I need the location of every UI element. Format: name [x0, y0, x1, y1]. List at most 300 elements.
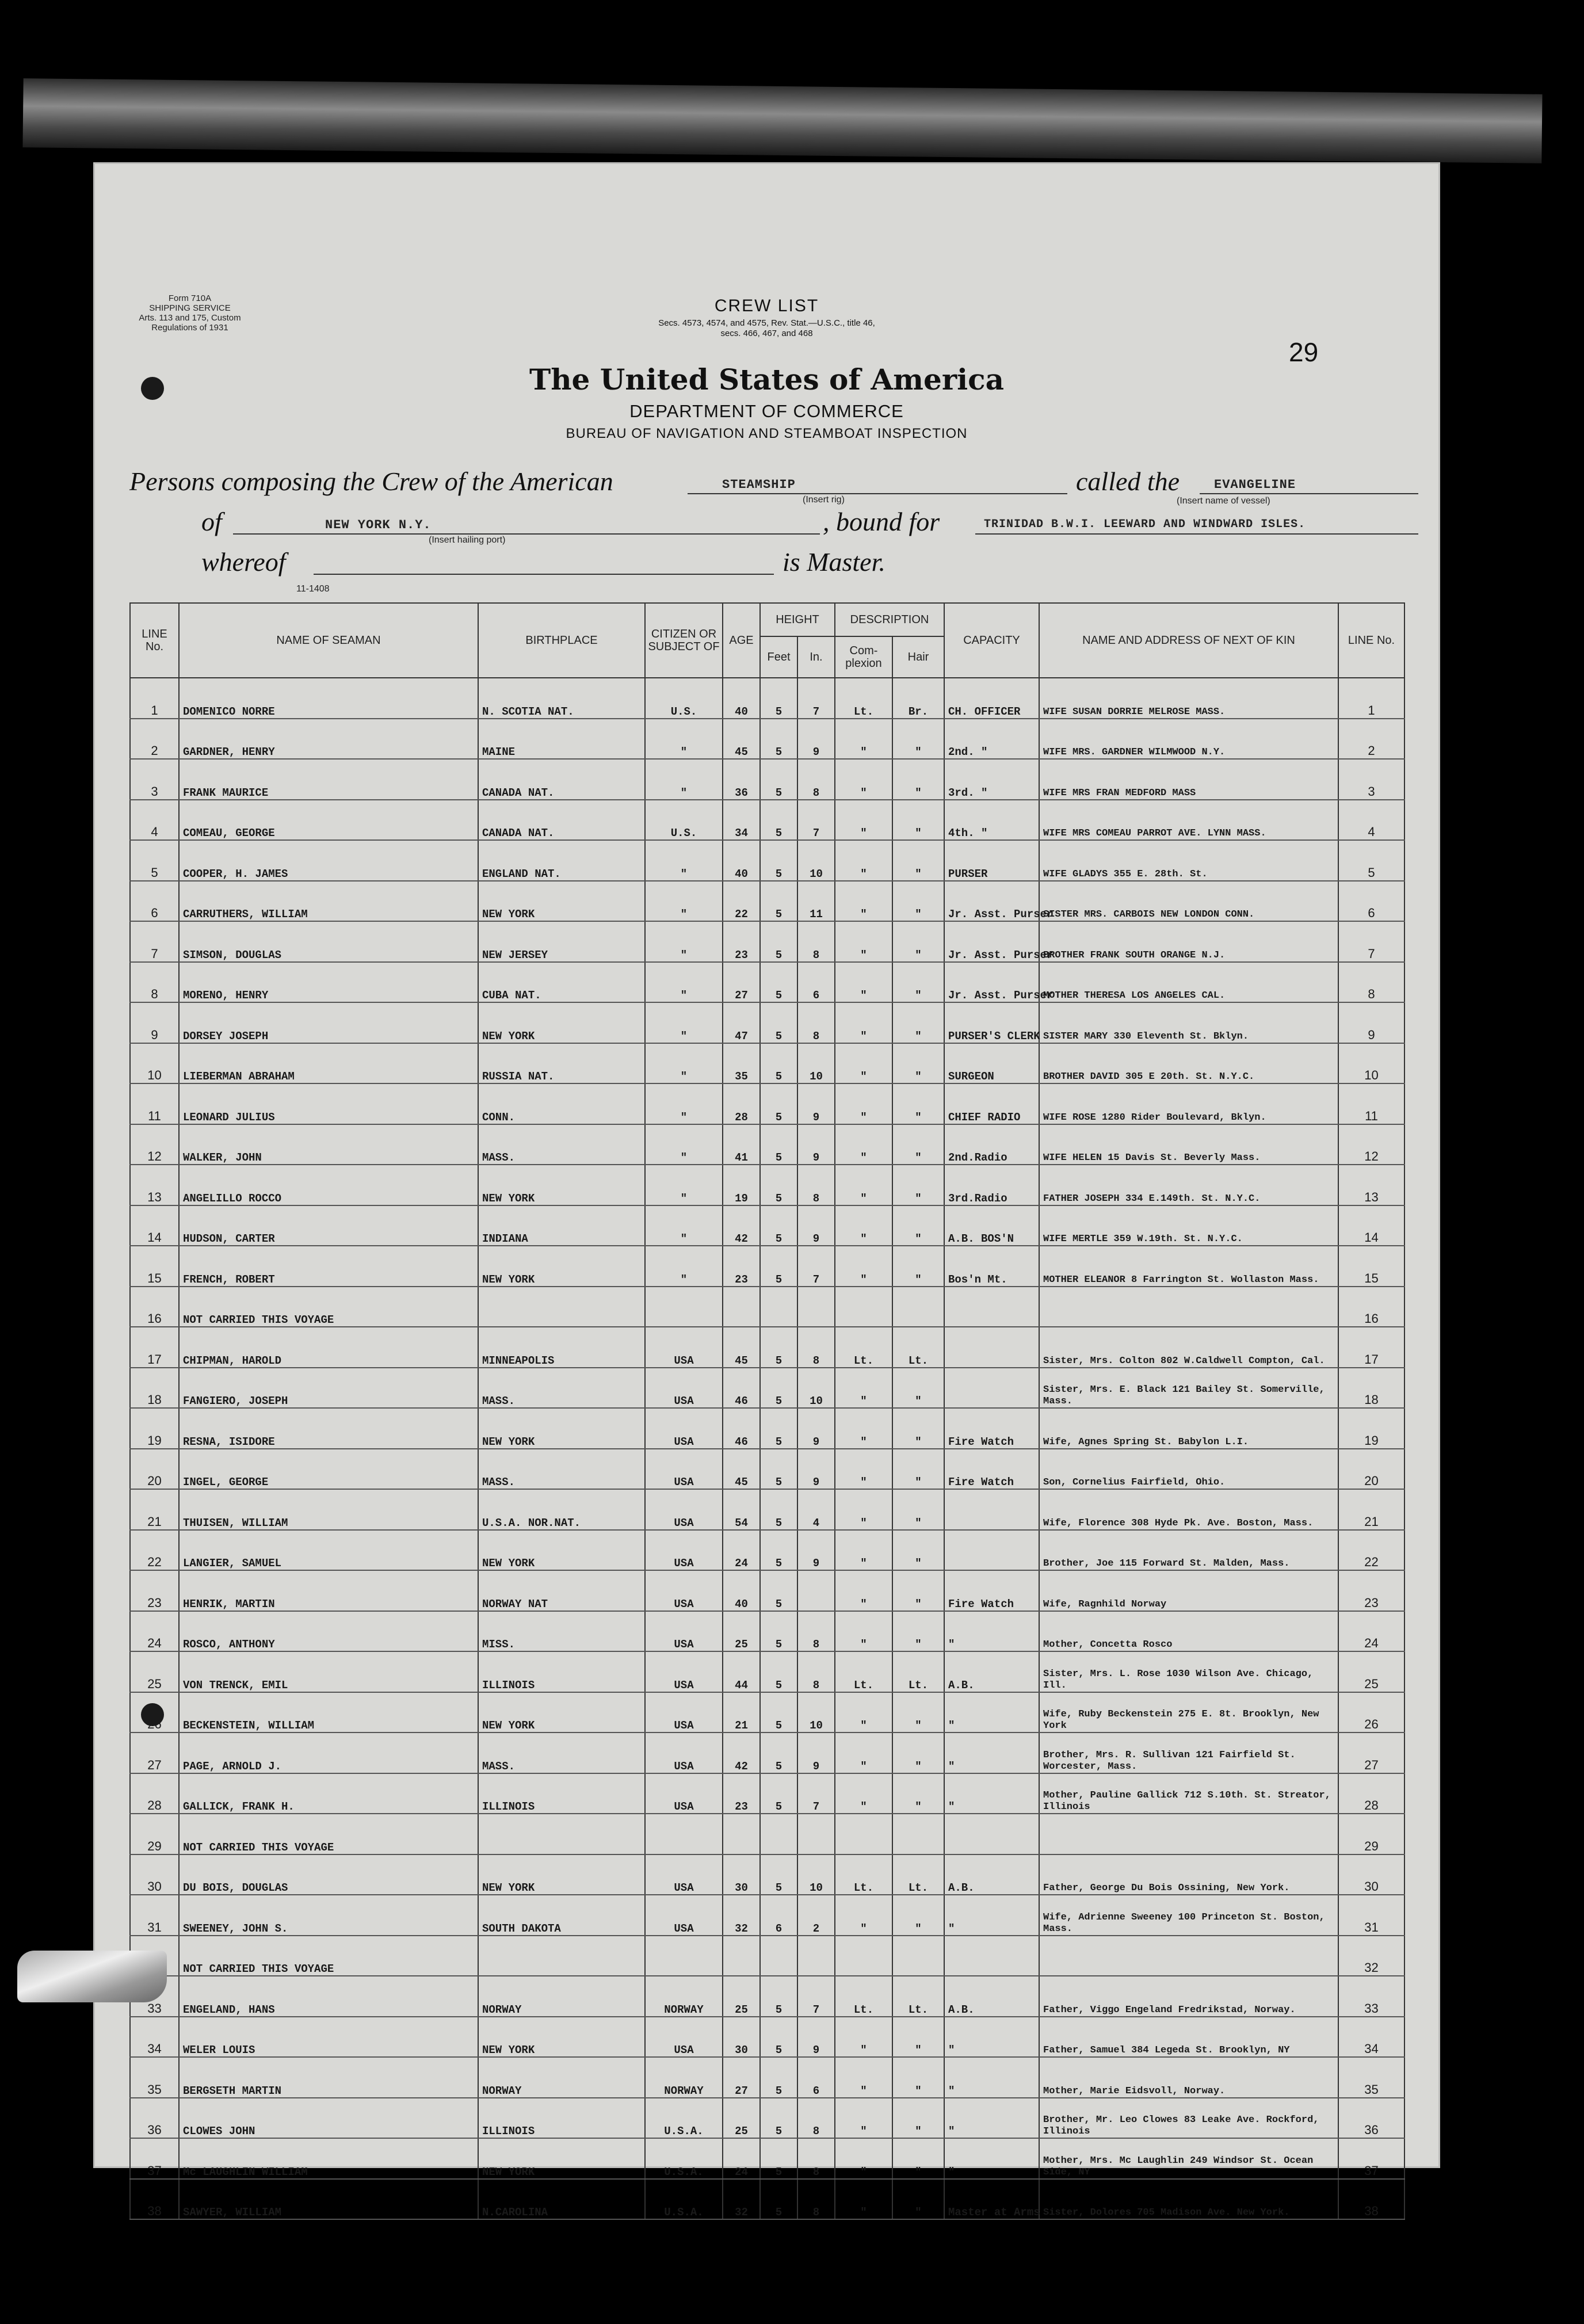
table-row — [130, 1368, 1404, 1409]
line-number-right-cell: 22 — [1338, 1530, 1404, 1571]
next-of-kin-cell: WIFE SUSAN DORRIE MELROSE MASS. — [1039, 678, 1338, 719]
seaman-name-cell: LEONARD JULIUS — [179, 1083, 478, 1124]
next-of-kin-cell: WIFE MRS. GARDNER WILMWOOD N.Y. — [1039, 719, 1338, 760]
line-number-right-cell: 28 — [1338, 1773, 1404, 1814]
age-cell: 21 — [723, 1692, 760, 1733]
next-of-kin-cell — [1039, 1287, 1338, 1327]
hair-cell: " — [892, 1043, 944, 1084]
line-number-right-cell: 1 — [1338, 678, 1404, 719]
height-feet-cell: 5 — [760, 1611, 797, 1652]
complexion-cell: " — [835, 1368, 892, 1409]
birthplace-cell: SOUTH DAKOTA — [478, 1895, 645, 1936]
height-inches-cell: 8 — [797, 921, 835, 962]
citizenship-cell: USA — [645, 1449, 723, 1490]
crew-table-body — [130, 678, 1404, 2219]
rig-blank — [688, 492, 1067, 494]
line-number-cell: 38 — [130, 2179, 179, 2220]
hair-cell: " — [892, 2057, 944, 2098]
age-cell: 28 — [723, 1083, 760, 1124]
seaman-name-cell: WELER LOUIS — [179, 2017, 478, 2058]
complexion-cell: " — [835, 759, 892, 800]
birthplace-cell: ILLINOIS — [478, 1651, 645, 1692]
seaman-name-cell: CARRUTHERS, WILLIAM — [179, 881, 478, 922]
destination-blank — [975, 532, 1418, 535]
age-cell: 44 — [723, 1651, 760, 1692]
secs-line-1: Secs. 4573, 4574, and 4575, Rev. Stat.—U.S.C., title 46, — [658, 318, 875, 328]
seaman-name-cell: PAGE, ARNOLD J. — [179, 1732, 478, 1773]
height-inches-cell: 9 — [797, 1205, 835, 1246]
complexion-cell: " — [835, 1083, 892, 1124]
table-row — [130, 1043, 1404, 1084]
hair-cell: " — [892, 1368, 944, 1409]
line-number-cell: 25 — [130, 1651, 179, 1692]
complexion-cell: Lt. — [835, 1976, 892, 2017]
height-inches-cell: 9 — [797, 2017, 835, 2058]
whereof-label: whereof — [201, 547, 286, 577]
hair-cell: " — [892, 1408, 944, 1449]
height-inches-cell: 8 — [797, 2098, 835, 2139]
line-number-right-cell: 25 — [1338, 1651, 1404, 1692]
line-number-right-cell: 10 — [1338, 1043, 1404, 1084]
height-inches-cell: 8 — [797, 1165, 835, 1205]
line-number-cell: 9 — [130, 1002, 179, 1043]
height-feet-cell: 5 — [760, 2179, 797, 2220]
complexion-cell: " — [835, 2179, 892, 2220]
height-feet-cell: 5 — [760, 921, 797, 962]
complexion-cell: " — [835, 2138, 892, 2179]
seaman-name-cell: ROSCO, ANTHONY — [179, 1611, 478, 1652]
hair-cell: " — [892, 921, 944, 962]
age-cell: 24 — [723, 1530, 760, 1571]
age-cell — [723, 1936, 760, 1976]
age-cell: 42 — [723, 1732, 760, 1773]
citizenship-cell: USA — [645, 1489, 723, 1530]
line-number-cell: 11 — [130, 1083, 179, 1124]
table-row — [130, 1936, 1404, 1976]
line-number-right-cell: 24 — [1338, 1611, 1404, 1652]
line-number-cell: 28 — [130, 1773, 179, 1814]
master-blank — [314, 573, 774, 575]
hair-cell: " — [892, 962, 944, 1003]
citizenship-cell: U.S. — [645, 800, 723, 841]
line-number-right-cell: 21 — [1338, 1489, 1404, 1530]
citizenship-cell: USA — [645, 1530, 723, 1571]
age-cell: 32 — [723, 1895, 760, 1936]
col-age: AGE — [723, 603, 760, 678]
intro-line: Persons composing the Crew of the American — [129, 467, 613, 496]
is-master-label: is Master. — [783, 547, 885, 577]
hair-cell: " — [892, 1773, 944, 1814]
birthplace-cell: MASS. — [478, 1124, 645, 1165]
line-number-cell: 20 — [130, 1449, 179, 1490]
height-inches-cell: 9 — [797, 719, 835, 760]
height-feet-cell: 5 — [760, 1408, 797, 1449]
next-of-kin-cell: Father, Samuel 384 Legeda St. Brooklyn, NY — [1039, 2017, 1338, 2058]
capacity-cell — [944, 1327, 1039, 1368]
birthplace-cell: NEW YORK — [478, 1165, 645, 1205]
line-number-cell: 10 — [130, 1043, 179, 1084]
birthplace-cell: ENGLAND NAT. — [478, 840, 645, 881]
line-number-right-cell: 23 — [1338, 1570, 1404, 1611]
birthplace-cell: NEW YORK — [478, 1854, 645, 1895]
complexion-cell: Lt. — [835, 1651, 892, 1692]
citizenship-cell: " — [645, 840, 723, 881]
capacity-cell: 4th. " — [944, 800, 1039, 841]
citizenship-cell: " — [645, 1124, 723, 1165]
vessel-blank — [1200, 492, 1418, 494]
hair-cell: " — [892, 2179, 944, 2220]
birthplace-cell: NEW YORK — [478, 2138, 645, 2179]
age-cell: 25 — [723, 2098, 760, 2139]
capacity-cell: " — [944, 1732, 1039, 1773]
height-inches-cell: 9 — [797, 1530, 835, 1571]
hair-cell: " — [892, 759, 944, 800]
line-number-cell: 14 — [130, 1205, 179, 1246]
line-number-cell: 15 — [130, 1246, 179, 1287]
table-row — [130, 1489, 1404, 1530]
height-inches-cell: 7 — [797, 1773, 835, 1814]
height-inches-cell: 10 — [797, 1854, 835, 1895]
table-row — [130, 800, 1404, 841]
capacity-cell: " — [944, 2057, 1039, 2098]
seaman-name-cell: ENGELAND, HANS — [179, 1976, 478, 2017]
citizenship-cell: U.S.A. — [645, 2138, 723, 2179]
table-row — [130, 1327, 1404, 1368]
capacity-cell: 2nd. " — [944, 719, 1039, 760]
birthplace-cell: NEW YORK — [478, 1002, 645, 1043]
height-feet-cell: 5 — [760, 962, 797, 1003]
next-of-kin-cell: WIFE MRS FRAN MEDFORD MASS — [1039, 759, 1338, 800]
seaman-name-cell: MORENO, HENRY — [179, 962, 478, 1003]
table-row — [130, 2098, 1404, 2139]
height-feet-cell: 5 — [760, 1489, 797, 1530]
line-number-right-cell: 26 — [1338, 1692, 1404, 1733]
line-number-right-cell: 18 — [1338, 1368, 1404, 1409]
citizenship-cell: USA — [645, 1692, 723, 1733]
complexion-cell: " — [835, 1611, 892, 1652]
line-number-cell: 2 — [130, 719, 179, 760]
line-number-cell: 12 — [130, 1124, 179, 1165]
birthplace-cell: CANADA NAT. — [478, 759, 645, 800]
complexion-cell: " — [835, 800, 892, 841]
birthplace-cell: MISS. — [478, 1611, 645, 1652]
birthplace-cell: MAINE — [478, 719, 645, 760]
crew-list-sheet — [95, 164, 1438, 2219]
next-of-kin-cell: Wife, Florence 308 Hyde Pk. Ave. Boston, Mass. — [1039, 1489, 1338, 1530]
birthplace-cell: U.S.A. NOR.NAT. — [478, 1489, 645, 1530]
table-row — [130, 921, 1404, 962]
called-label: called the — [1076, 467, 1180, 496]
height-inches-cell: 7 — [797, 678, 835, 719]
seaman-name-cell: FANGIERO, JOSEPH — [179, 1368, 478, 1409]
table-row — [130, 1976, 1404, 2017]
next-of-kin-cell: Mother, Mrs. Mc Laughlin 249 Windsor St. Ocean Side, NY — [1039, 2138, 1338, 2179]
capacity-cell: Fire Watch — [944, 1449, 1039, 1490]
complexion-cell: " — [835, 921, 892, 962]
height-inches-cell: 2 — [797, 1895, 835, 1936]
capacity-cell — [944, 1368, 1039, 1409]
hair-cell: " — [892, 2138, 944, 2179]
table-row — [130, 1083, 1404, 1124]
col-citizen: CITIZEN OR SUBJECT OF — [645, 603, 723, 678]
table-row — [130, 1773, 1404, 1814]
port-value: NEW YORK N.Y. — [325, 518, 432, 532]
hair-cell: " — [892, 2098, 944, 2139]
form-no-text: Form 710A — [168, 293, 212, 303]
capacity-cell — [944, 1287, 1039, 1327]
line-number-right-cell: 33 — [1338, 1976, 1404, 2017]
hair-cell: " — [892, 1205, 944, 1246]
birthplace-cell: NEW YORK — [478, 2017, 645, 2058]
next-of-kin-cell: SISTER MRS. CARBOIS NEW LONDON CONN. — [1039, 881, 1338, 922]
seaman-name-cell: HUDSON, CARTER — [179, 1205, 478, 1246]
age-cell: 46 — [723, 1368, 760, 1409]
citizenship-cell: U.S. — [645, 678, 723, 719]
age-cell: 40 — [723, 678, 760, 719]
height-inches-cell: 9 — [797, 1408, 835, 1449]
line-number-right-cell: 11 — [1338, 1083, 1404, 1124]
complexion-cell: " — [835, 1124, 892, 1165]
birthplace-cell: NORWAY — [478, 2057, 645, 2098]
height-feet-cell: 5 — [760, 1692, 797, 1733]
height-inches-cell: 8 — [797, 1611, 835, 1652]
line-number-right-cell: 14 — [1338, 1205, 1404, 1246]
line-number-cell: 23 — [130, 1570, 179, 1611]
birthplace-cell: MASS. — [478, 1368, 645, 1409]
line-number-cell: 3 — [130, 759, 179, 800]
height-feet-cell: 5 — [760, 1449, 797, 1490]
height-inches-cell: 9 — [797, 1449, 835, 1490]
hair-cell: Lt. — [892, 1976, 944, 2017]
height-inches-cell: 8 — [797, 759, 835, 800]
age-cell: 34 — [723, 800, 760, 841]
capacity-cell — [944, 1489, 1039, 1530]
citizenship-cell: " — [645, 962, 723, 1003]
complexion-cell: " — [835, 1002, 892, 1043]
citizenship-cell: USA — [645, 1611, 723, 1652]
capacity-cell: CHIEF RADIO — [944, 1083, 1039, 1124]
col-feet: Feet — [760, 636, 797, 678]
citizenship-cell: USA — [645, 2017, 723, 2058]
height-inches-cell: 7 — [797, 1976, 835, 2017]
height-feet-cell: 5 — [760, 840, 797, 881]
birthplace-cell: MASS. — [478, 1732, 645, 1773]
complexion-cell — [835, 1936, 892, 1976]
age-cell: 45 — [723, 1327, 760, 1368]
seaman-name-cell: SAWYER, WILLIAM — [179, 2179, 478, 2220]
department-heading: DEPARTMENT OF COMMERCE — [629, 401, 904, 421]
line-number-cell: 27 — [130, 1732, 179, 1773]
next-of-kin-cell: Wife, Ragnhild Norway — [1039, 1570, 1338, 1611]
col-line-no-right: LINE No. — [1338, 603, 1404, 678]
citizenship-cell: " — [645, 759, 723, 800]
next-of-kin-cell: WIFE HELEN 15 Davis St. Beverly Mass. — [1039, 1124, 1338, 1165]
capacity-cell: " — [944, 2138, 1039, 2179]
seaman-name-cell: NOT CARRIED THIS VOYAGE — [179, 1936, 478, 1976]
height-feet-cell: 5 — [760, 2057, 797, 2098]
hair-cell — [892, 1936, 944, 1976]
complexion-cell: " — [835, 1530, 892, 1571]
hair-cell: " — [892, 1570, 944, 1611]
line-number-cell: 34 — [130, 2017, 179, 2058]
seaman-name-cell: GALLICK, FRANK H. — [179, 1773, 478, 1814]
citizenship-cell: NORWAY — [645, 1976, 723, 2017]
age-cell: 23 — [723, 921, 760, 962]
table-row — [130, 1854, 1404, 1895]
form-title: CREW LIST — [714, 296, 819, 315]
height-feet-cell: 5 — [760, 1327, 797, 1368]
citizenship-cell: " — [645, 1083, 723, 1124]
next-of-kin-cell: WIFE MRS COMEAU PARROT AVE. LYNN MASS. — [1039, 800, 1338, 841]
seaman-name-cell: FRANK MAURICE — [179, 759, 478, 800]
line-number-cell: 5 — [130, 840, 179, 881]
hair-cell: " — [892, 1611, 944, 1652]
seaman-name-cell: DORSEY JOSEPH — [179, 1002, 478, 1043]
birthplace-cell — [478, 1814, 645, 1854]
table-row — [130, 719, 1404, 760]
age-cell: 25 — [723, 1611, 760, 1652]
birthplace-cell: N.CAROLINA — [478, 2179, 645, 2220]
height-feet-cell: 5 — [760, 2017, 797, 2058]
complexion-cell: " — [835, 840, 892, 881]
birthplace-cell: NEW YORK — [478, 1408, 645, 1449]
height-feet-cell: 5 — [760, 1205, 797, 1246]
vessel-value: EVANGELINE — [1214, 478, 1296, 492]
citizenship-cell: USA — [645, 1854, 723, 1895]
line-number-right-cell: 37 — [1338, 2138, 1404, 2179]
line-number-right-cell: 38 — [1338, 2179, 1404, 2220]
col-kin: NAME AND ADDRESS OF NEXT OF KIN — [1039, 603, 1338, 678]
citizenship-cell: U.S.A. — [645, 2098, 723, 2139]
capacity-cell: Fire Watch — [944, 1408, 1039, 1449]
citizenship-cell — [645, 1287, 723, 1327]
table-row — [130, 2057, 1404, 2098]
height-inches-cell: 8 — [797, 1651, 835, 1692]
hair-cell: " — [892, 2017, 944, 2058]
capacity-cell: CH. OFFICER — [944, 678, 1039, 719]
next-of-kin-cell: Father, Viggo Engeland Fredrikstad, Norway. — [1039, 1976, 1338, 2017]
table-row — [130, 1530, 1404, 1571]
complexion-cell: Lt. — [835, 1327, 892, 1368]
hair-cell: " — [892, 1083, 944, 1124]
capacity-cell: A.B. BOS'N — [944, 1205, 1039, 1246]
height-feet-cell: 5 — [760, 1083, 797, 1124]
height-inches-cell: 9 — [797, 1124, 835, 1165]
citizenship-cell: " — [645, 1246, 723, 1287]
table-row — [130, 1124, 1404, 1165]
table-row — [130, 1895, 1404, 1936]
citizenship-cell: USA — [645, 1773, 723, 1814]
height-inches-cell: 4 — [797, 1489, 835, 1530]
line-number-cell: 33 — [130, 1976, 179, 2017]
line-number-cell: 6 — [130, 881, 179, 922]
seaman-name-cell: COMEAU, GEORGE — [179, 800, 478, 841]
height-inches-cell: 9 — [797, 1083, 835, 1124]
age-cell: 40 — [723, 1570, 760, 1611]
table-row — [130, 1692, 1404, 1733]
hair-cell: " — [892, 1692, 944, 1733]
table-row — [130, 1570, 1404, 1611]
line-number-right-cell: 4 — [1338, 800, 1404, 841]
height-inches-cell: 8 — [797, 1327, 835, 1368]
seaman-name-cell: GARDNER, HENRY — [179, 719, 478, 760]
complexion-cell: " — [835, 1489, 892, 1530]
col-hair: Hair — [892, 636, 944, 678]
clipboard-bar — [22, 78, 1542, 163]
age-cell: 46 — [723, 1408, 760, 1449]
hair-cell: " — [892, 840, 944, 881]
height-feet-cell: 5 — [760, 1368, 797, 1409]
citizenship-cell: " — [645, 881, 723, 922]
line-number-right-cell: 19 — [1338, 1408, 1404, 1449]
capacity-cell: " — [944, 1611, 1039, 1652]
col-capacity: CAPACITY — [944, 603, 1039, 678]
height-inches-cell: 8 — [797, 2179, 835, 2220]
rig-value: STEAMSHIP — [722, 478, 796, 492]
height-feet-cell: 5 — [760, 1773, 797, 1814]
height-inches-cell: 8 — [797, 2138, 835, 2179]
complexion-cell — [835, 1814, 892, 1854]
birthplace-cell: NORWAY — [478, 1976, 645, 2017]
seaman-name-cell: WALKER, JOHN — [179, 1124, 478, 1165]
height-inches-cell — [797, 1570, 835, 1611]
next-of-kin-cell: Sister, Mrs. Colton 802 W.Caldwell Compton, Cal. — [1039, 1327, 1338, 1368]
next-of-kin-cell: Mother, Pauline Gallick 712 S.10th. St. Streator, Illinois — [1039, 1773, 1338, 1814]
line-number-cell: 36 — [130, 2098, 179, 2139]
capacity-cell: PURSER — [944, 840, 1039, 881]
height-feet-cell: 5 — [760, 1854, 797, 1895]
capacity-cell: " — [944, 2098, 1039, 2139]
port-note: (Insert hailing port) — [429, 535, 506, 545]
line-number-right-cell: 13 — [1338, 1165, 1404, 1205]
seaman-name-cell: LIEBERMAN ABRAHAM — [179, 1043, 478, 1084]
complexion-cell: " — [835, 719, 892, 760]
complexion-cell: " — [835, 1732, 892, 1773]
seaman-name-cell: NOT CARRIED THIS VOYAGE — [179, 1287, 478, 1327]
height-feet-cell: 5 — [760, 1043, 797, 1084]
next-of-kin-cell: Brother, Mrs. R. Sullivan 121 Fairfield St. Worcester, Mass. — [1039, 1732, 1338, 1773]
height-inches-cell: 6 — [797, 962, 835, 1003]
age-cell: 27 — [723, 2057, 760, 2098]
citizenship-cell: USA — [645, 1368, 723, 1409]
capacity-cell: 2nd.Radio — [944, 1124, 1039, 1165]
complexion-cell: " — [835, 1449, 892, 1490]
hair-cell: " — [892, 881, 944, 922]
line-number-cell: 7 — [130, 921, 179, 962]
crew-table-wrap — [129, 602, 1404, 2219]
citizenship-cell: " — [645, 719, 723, 760]
line-number-cell: 21 — [130, 1489, 179, 1530]
capacity-cell: " — [944, 1692, 1039, 1733]
seaman-name-cell: CHIPMAN, HAROLD — [179, 1327, 478, 1368]
seaman-name-cell: HENRIK, MARTIN — [179, 1570, 478, 1611]
birthplace-cell: RUSSIA NAT. — [478, 1043, 645, 1084]
vessel-note: (Insert name of vessel) — [1177, 496, 1270, 506]
line-number-cell: 24 — [130, 1611, 179, 1652]
line-number-cell: 29 — [130, 1814, 179, 1854]
hair-cell: " — [892, 1449, 944, 1490]
age-cell: 30 — [723, 1854, 760, 1895]
complexion-cell: " — [835, 962, 892, 1003]
age-cell: 27 — [723, 962, 760, 1003]
capacity-cell: Master at Arms — [944, 2179, 1039, 2220]
hair-cell: " — [892, 800, 944, 841]
line-number-cell: 8 — [130, 962, 179, 1003]
table-row — [130, 840, 1404, 881]
rig-note: (Insert rig) — [803, 495, 845, 505]
height-feet-cell: 5 — [760, 881, 797, 922]
complexion-cell: Lt. — [835, 678, 892, 719]
